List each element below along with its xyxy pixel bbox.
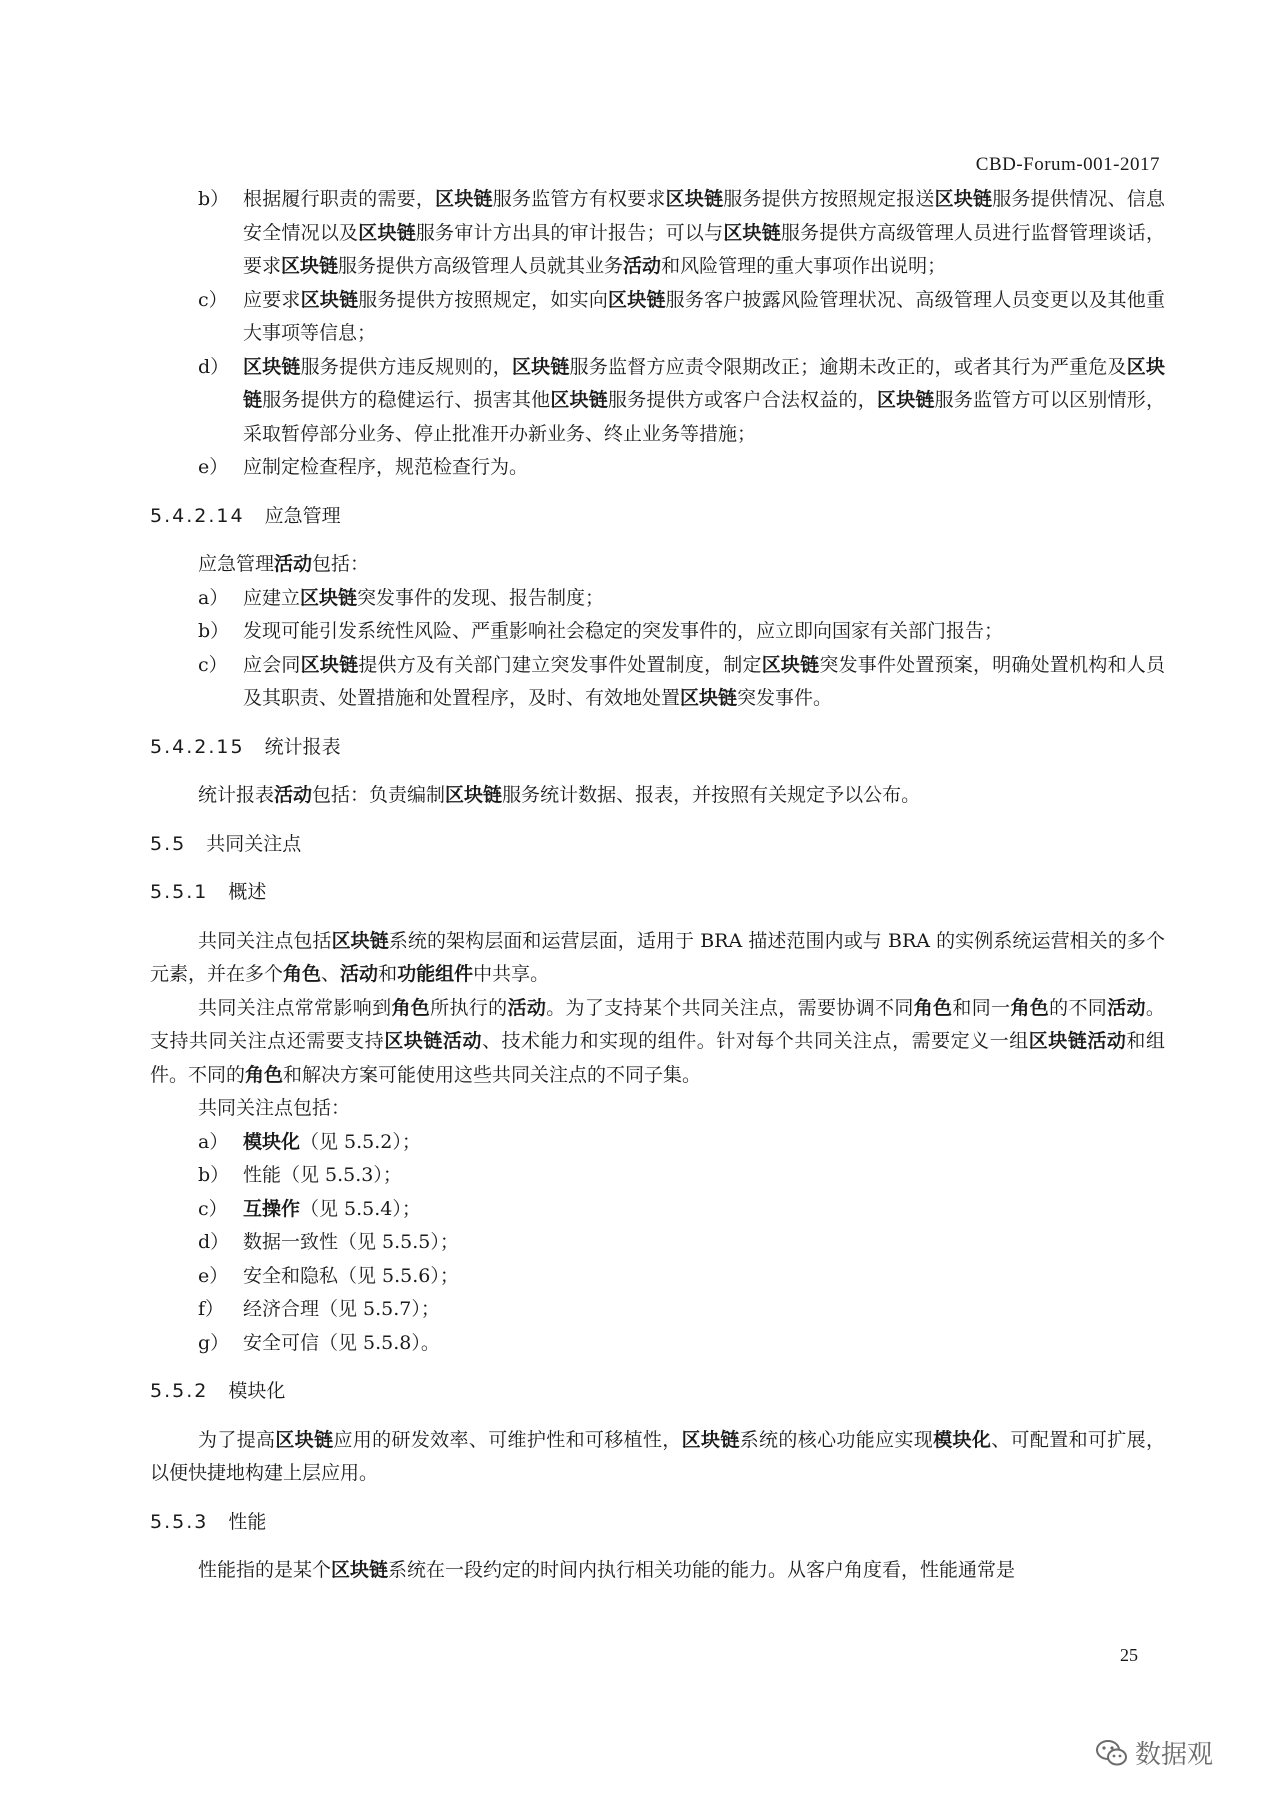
section-heading-5-5-1 (150, 876, 1165, 910)
list-item-text: 性能（见 5.5.3）； (243, 1164, 402, 1186)
list-item-text: 安全和隐私（见 5.5.6）； (243, 1264, 459, 1287)
section-title: 统计报表 (264, 735, 341, 758)
list-item-text: 应建立区块链突发事件的发现、报告制度； (243, 586, 605, 609)
list-item (150, 1159, 1165, 1193)
section-number: 5.5.2 (150, 1380, 209, 1402)
emergency-list (150, 582, 1165, 716)
paragraph: 共同关注点包括区块链系统的架构层面和运营层面，适用于 BRA 描述范围内或与 BRA 的实例系统运营相关的多个元素，并在多个角色、活动和功能组件中共享。 (150, 929, 1165, 985)
list-item-text: 区块链服务提供方违反规则的，区块链服务监督方应责令限期改正；逾期未改正的，或者其行为严重危及区块链服务提供方的稳健运行、损害其他区块链服务提供方或客户合法权益的，区块链服务监管方可以区别情形，采取暂停部分业务、停止批准开办新业务、终止业务等措施； (243, 355, 1165, 445)
list-item (150, 1327, 1165, 1361)
list-item (150, 1226, 1165, 1260)
section-number: 5.5.3 (150, 1510, 209, 1533)
section-body: 性能指的是某个区块链系统在一段约定的时间内执行相关功能的能力。从客户角度看，性能通常是 (198, 1559, 1016, 1581)
list-item (150, 1126, 1165, 1160)
list-item-label: b） (198, 188, 230, 210)
list-item (150, 284, 1165, 351)
list-item-label: c） (198, 288, 228, 311)
list-item-text: 根据履行职责的需要，区块链服务监管方有权要求区块链服务提供方按照规定报送区块链服务提供情况、信息安全情况以及区块链服务审计方出具的审计报告；可以与区块链服务提供方高级管理人员进行监督管理谈话，要求区块链服务提供方高级管理人员就其业务活动和风险管理的重大事项作出说明； (243, 188, 1165, 277)
list-continued (150, 183, 1165, 485)
section-heading-5-5 (150, 828, 1165, 862)
list-item (150, 1293, 1165, 1327)
list-item (150, 649, 1165, 716)
list-item-text: 数据一致性（见 5.5.5）； (243, 1231, 459, 1253)
list-item-label: a） (198, 586, 229, 609)
concerns-list (150, 1126, 1165, 1361)
section-heading-5-4-2-14 (150, 500, 1165, 534)
list-item-label: c） (198, 1197, 228, 1220)
section-body: 统计报表活动包括：负责编制区块链服务统计数据、报表，并按照有关规定予以公布。 (198, 784, 921, 806)
section-title: 概述 (228, 881, 267, 903)
list-item (150, 615, 1165, 649)
list-item-text: 安全可信（见 5.5.8）。 (243, 1331, 440, 1354)
section-heading-5-5-2 (150, 1375, 1165, 1409)
section-title: 应急管理 (264, 504, 341, 527)
page-number: 25 (1120, 1645, 1138, 1665)
section-number: 5.4.2.14 (150, 504, 245, 527)
section-title: 性能 (228, 1510, 267, 1533)
section-number: 5.4.2.15 (150, 735, 245, 758)
list-item-text: 互操作（见 5.5.4）； (243, 1197, 421, 1220)
list-item-label: f） (198, 1298, 225, 1320)
paragraph: 共同关注点常常影响到角色所执行的活动。为了支持某个共同关注点，需要协调不同角色和同一角色的不同活动。支持共同关注点还需要支持区块链活动、技术能力和实现的组件。针对每个共同关注点，需要定义一组区块链活动和组件。不同的角色和解决方案可能使用这些共同关注点的不同子集。 (150, 996, 1165, 1086)
section-intro: 应急管理活动包括： (198, 553, 370, 575)
list-item-label: d） (198, 1231, 230, 1253)
list-item-text: 发现可能引发系统性风险、严重影响社会稳定的突发事件的，应立即向国家有关部门报告； (243, 620, 1004, 642)
section-title: 模块化 (228, 1380, 286, 1402)
list-item-text: 应要求区块链服务提供方按照规定，如实向区块链服务客户披露风险管理状况、高级管理人员变更以及其他重大事项等信息； (243, 288, 1165, 344)
page-content (150, 183, 1165, 1588)
list-item-label: c） (198, 653, 228, 676)
section-body: 为了提高区块链应用的研发效率、可维护性和可移植性，区块链系统的核心功能应实现模块化、可配置和可扩展，以便快捷地构建上层应用。 (150, 1428, 1165, 1484)
section-number: 5.5.1 (150, 881, 209, 903)
section-title: 共同关注点 (206, 832, 302, 855)
list-item-label: g） (198, 1331, 230, 1354)
list-item (150, 582, 1165, 616)
section-heading-5-5-3 (150, 1506, 1165, 1540)
watermark-text: 数据观 (1135, 1740, 1214, 1770)
list-item (150, 451, 1165, 485)
list-item-label: d） (198, 355, 230, 378)
list-item-label: e） (198, 456, 229, 478)
document-code: CBD-Forum-001-2017 (975, 154, 1160, 175)
list-item-label: a） (198, 1130, 229, 1153)
list-item-label: e） (198, 1264, 229, 1287)
list-item (150, 1260, 1165, 1294)
list-intro: 共同关注点包括： (198, 1097, 351, 1119)
list-item-text: 应制定检查程序，规范检查行为。 (243, 456, 529, 478)
list-item-text: 应会同区块链提供方及有关部门建立突发事件处置制度，制定区块链突发事件处置预案，明确处置机构和人员及其职责、处置措施和处置程序，及时、有效地处置区块链突发事件。 (243, 653, 1165, 709)
list-item-text: 模块化（见 5.5.2）； (243, 1130, 421, 1153)
list-item-label: b） (198, 1164, 230, 1186)
list-item (150, 1193, 1165, 1227)
list-item (150, 183, 1165, 284)
section-number: 5.5 (150, 832, 187, 855)
list-item (150, 351, 1165, 452)
list-item-label: b） (198, 620, 230, 642)
section-heading-5-4-2-15 (150, 731, 1165, 765)
wechat-icon (1095, 1738, 1129, 1768)
list-item-text: 经济合理（见 5.5.7）； (243, 1298, 440, 1320)
watermark (1095, 1734, 1213, 1771)
